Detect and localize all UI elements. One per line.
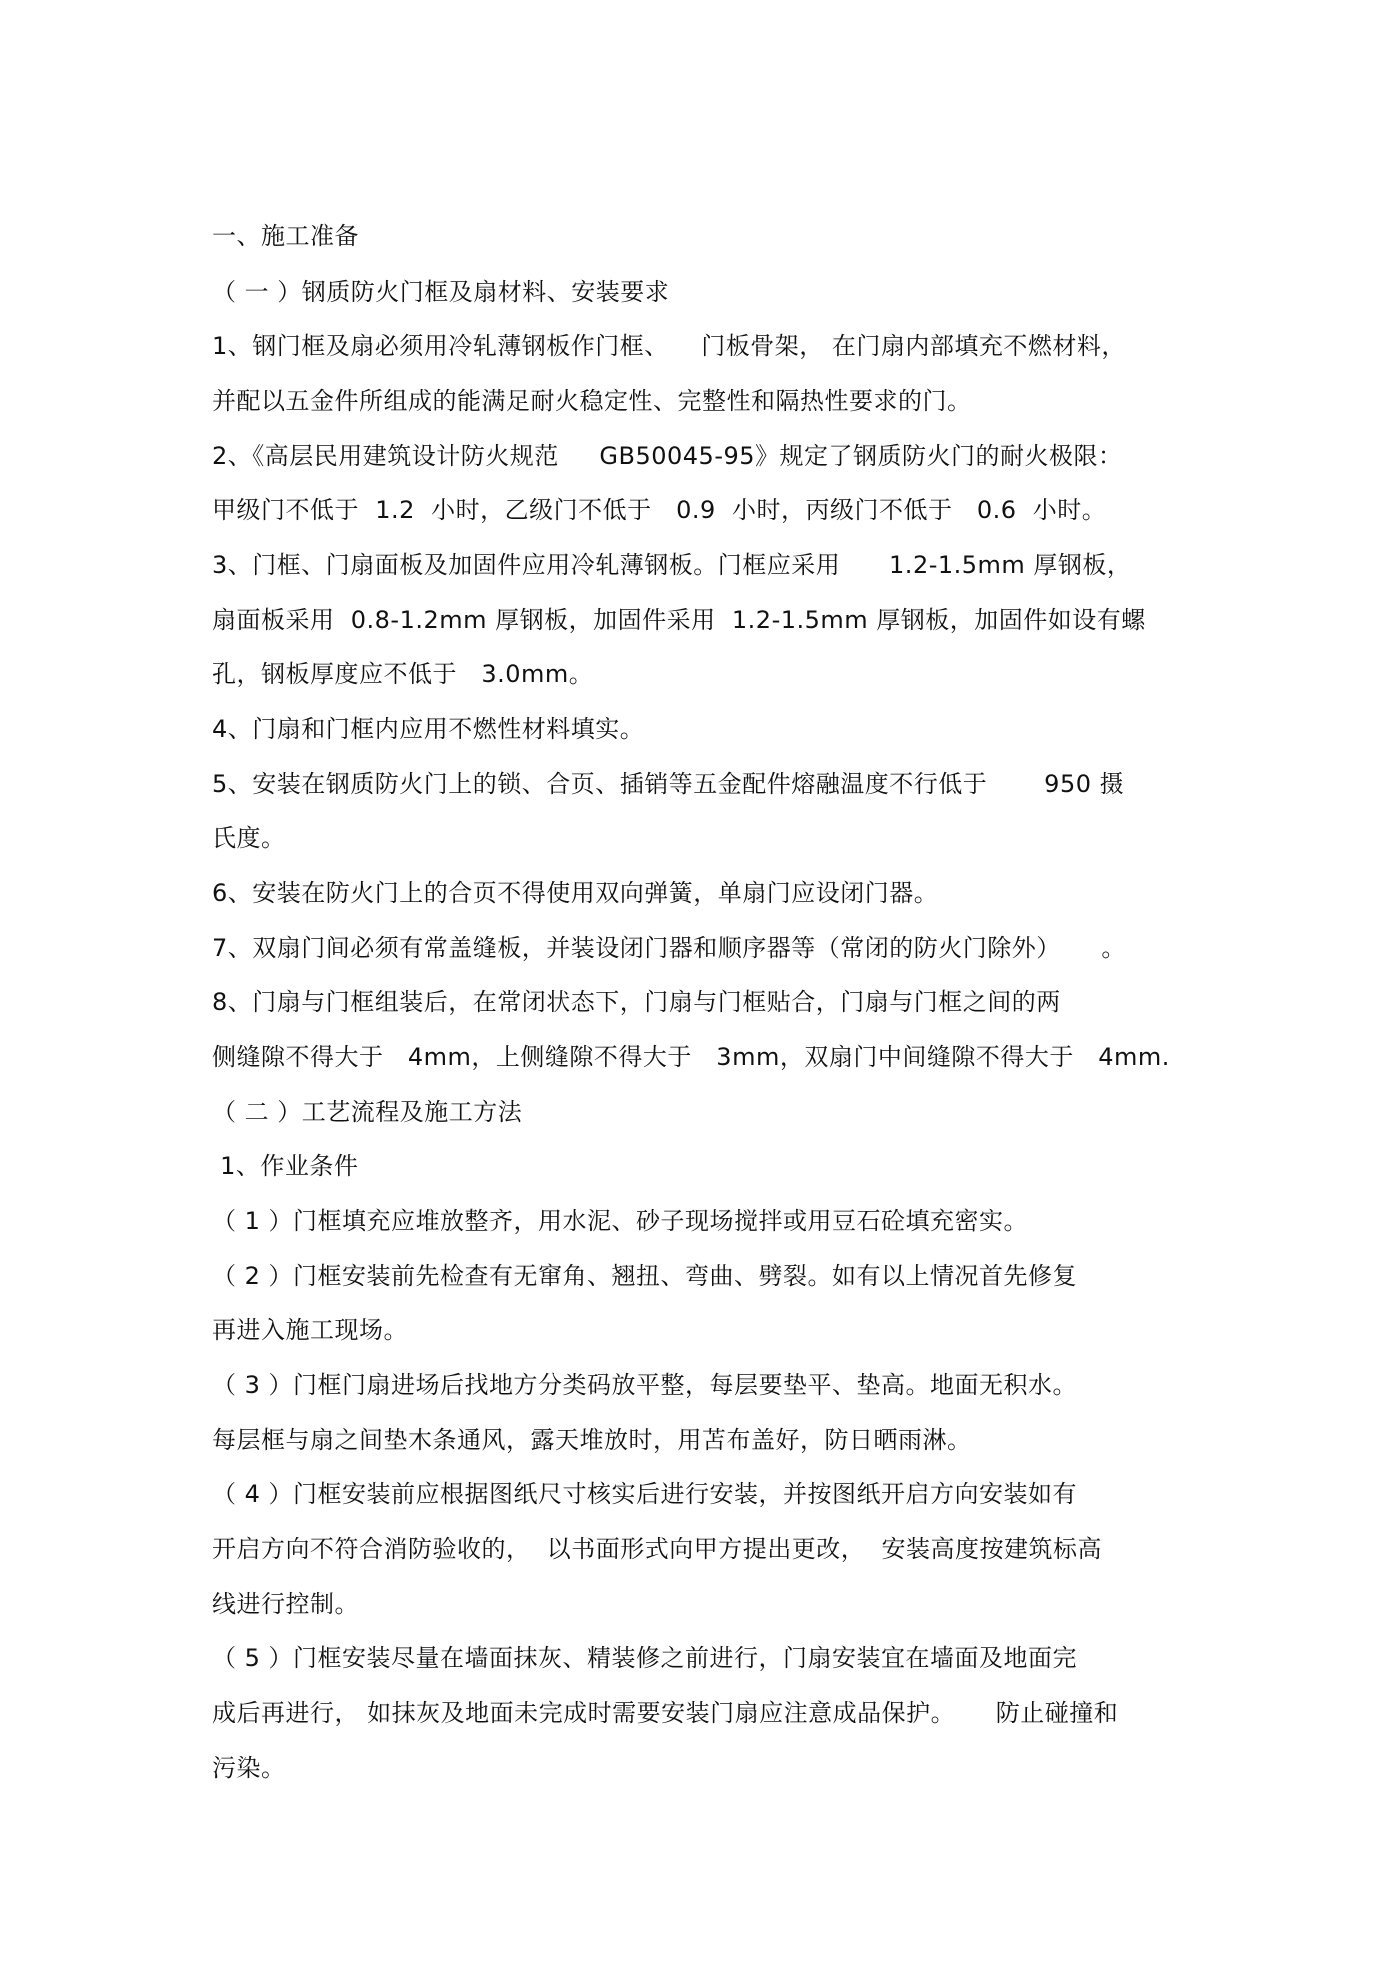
paragraph-line: 8、门扇与门框组装后，在常闭状态下，门扇与门框贴合，门扇与门框之间的两 [212,988,1061,1016]
subsection-heading: （ 一 ）钢质防火门框及扇材料、安装要求 [212,278,670,306]
paragraph-line: 并配以五金件所组成的能满足耐火稳定性、完整性和隔热性要求的门。 [212,387,972,415]
paragraph-line: （ 2 ）门框安装前先检查有无窜角、翘扭、弯曲、劈裂。如有以上情况首先修复 [212,1262,1078,1290]
paragraph-line: 每层框与扇之间垫木条通风，露天堆放时，用苫布盖好，防日晒雨淋。 [212,1426,972,1454]
paragraph-line: 扇面板采用 0.8-1.2mm 厚钢板，加固件采用 1.2-1.5mm 厚钢板，加固件如设有螺 [212,606,1146,634]
paragraph-line: 开启方向不符合消防验收的， 以书面形式向甲方提出更改， 安装高度按建筑标高 [212,1535,1103,1563]
section-heading: 一、施工准备 [212,222,359,250]
paragraph-line: 1、钢门框及扇必须用冷轧薄钢板作门框、 门板骨架， 在门扇内部填充不燃材料， [212,332,1126,360]
paragraph-line: 氏度。 [212,824,286,852]
paragraph-line: （ 5 ）门框安装尽量在墙面抹灰、精装修之前进行，门扇安装宜在墙面及地面完 [212,1644,1078,1672]
paragraph-line: 2、《高层民用建筑设计防火规范 GB50045-95》规定了钢质防火门的耐火极限： [212,442,1123,470]
paragraph-line: 甲级门不低于 1.2 小时，乙级门不低于 0.9 小时，丙级门不低于 0.6 小时。 [212,496,1107,524]
subsection-heading: （ 二 ）工艺流程及施工方法 [212,1098,523,1126]
paragraph-line: 4、门扇和门框内应用不燃性材料填实。 [212,715,645,743]
paragraph-line: 侧缝隙不得大于 4mm，上侧缝隙不得大于 3mm，双扇门中间缝隙不得大于 4mm. [212,1043,1170,1071]
paragraph-line: 5、安装在钢质防火门上的锁、合页、插销等五金配件熔融温度不行低于 950 摄 [212,770,1125,798]
paragraph-line: 6、安装在防火门上的合页不得使用双向弹簧，单扇门应设闭门器。 [212,879,939,907]
paragraph-line: 成后再进行， 如抹灰及地面未完成时需要安装门扇应注意成品保护。 防止碰撞和 [212,1699,1119,1727]
paragraph-line: 7、双扇门间必须有常盖缝板，并装设闭门器和顺序器等（常闭的防火门除外） 。 [212,934,1126,962]
paragraph-line: 3、门框、门扇面板及加固件应用冷轧薄钢板。门框应采用 1.2-1.5mm 厚钢板， [212,551,1132,579]
paragraph-line: 再进入施工现场。 [212,1316,408,1344]
paragraph-line: （ 1 ）门框填充应堆放整齐，用水泥、砂子现场搅拌或用豆石砼填充密实。 [212,1207,1029,1235]
item-heading: 1、作业条件 [212,1152,359,1180]
paragraph-line: （ 3 ）门框门扇进场后找地方分类码放平整，每层要垫平、垫高。地面无积水。 [212,1371,1078,1399]
paragraph-line: 孔，钢板厚度应不低于 3.0mm。 [212,660,594,688]
paragraph-line: 线进行控制。 [212,1590,359,1618]
paragraph-line: 污染。 [212,1754,286,1782]
paragraph-line: （ 4 ）门框安装前应根据图纸尺寸核实后进行安装，并按图纸开启方向安装如有 [212,1480,1078,1508]
